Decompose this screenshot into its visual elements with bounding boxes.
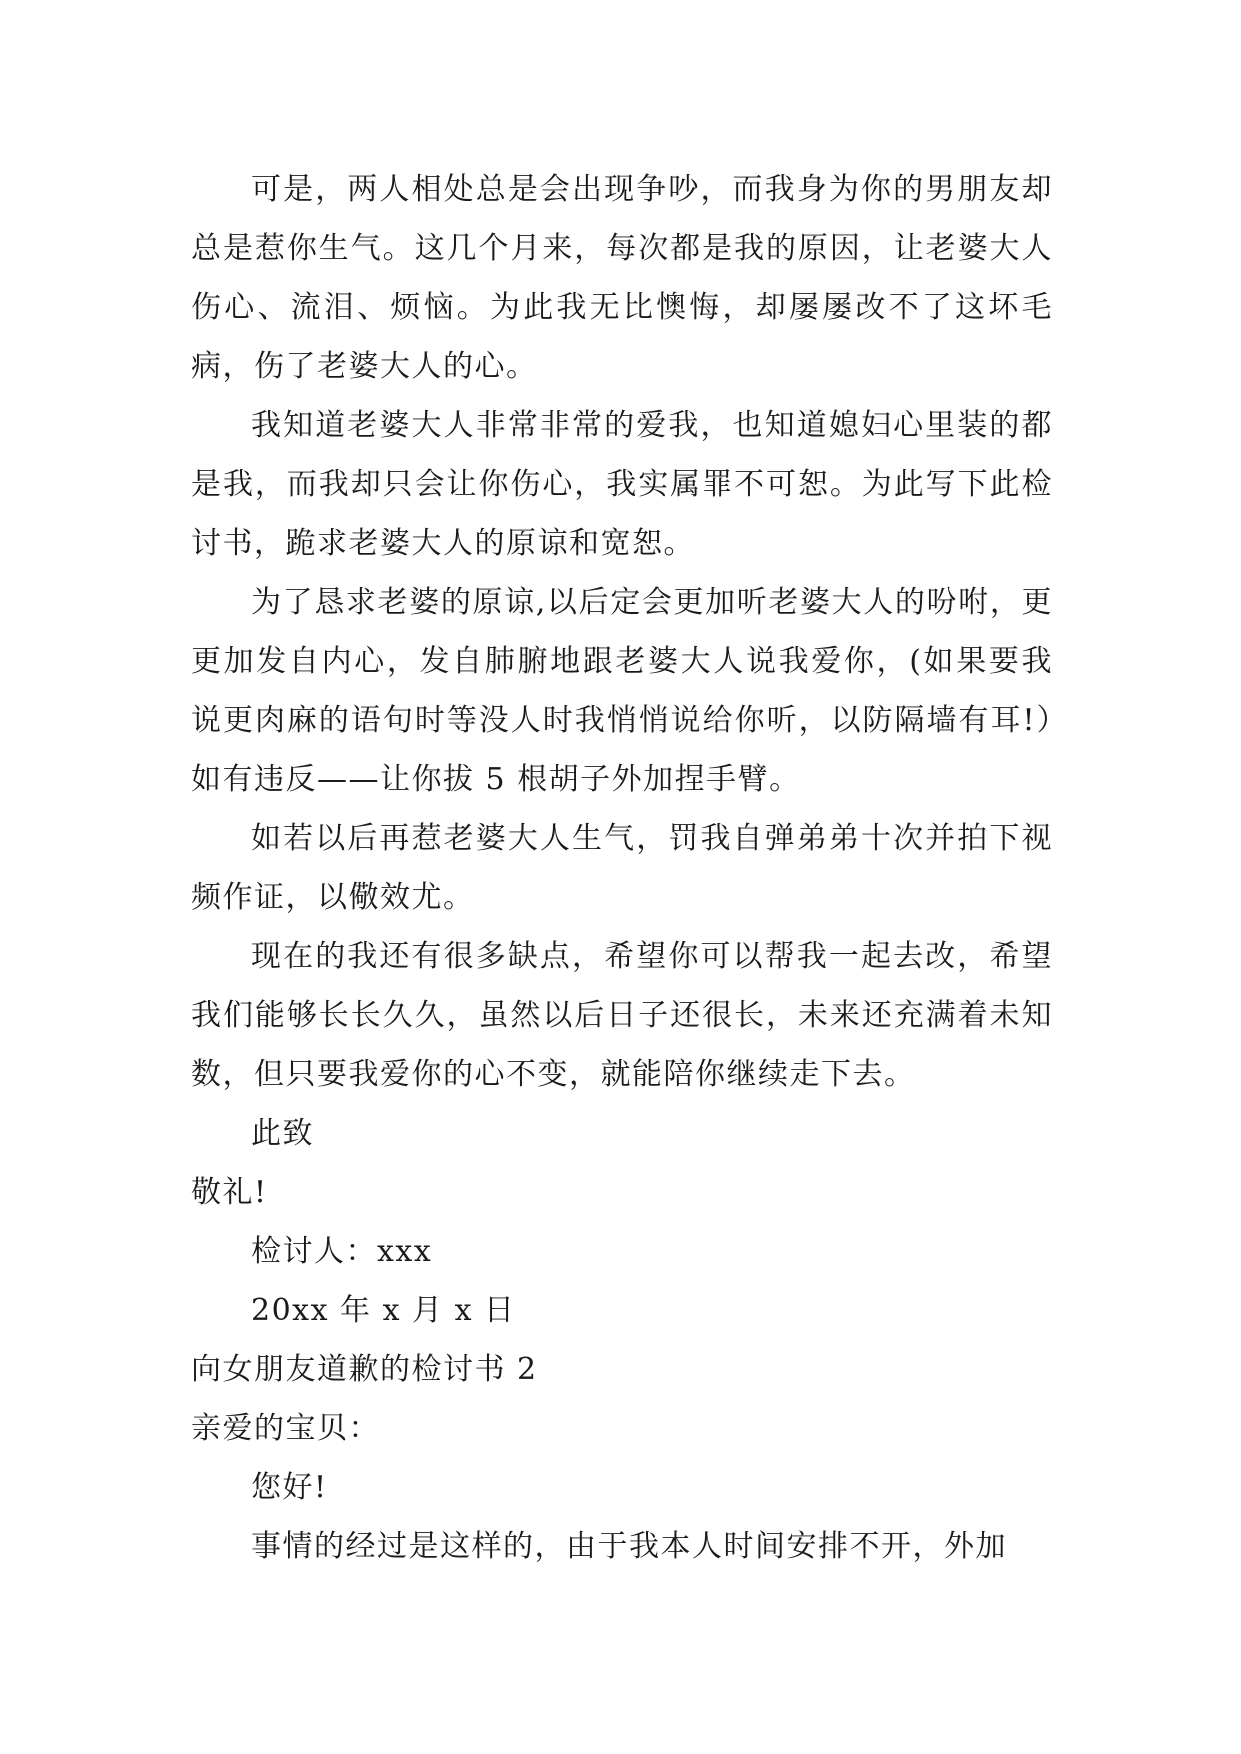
closing-text: 此致 — [251, 1116, 314, 1151]
hello-line: 您好! — [251, 1470, 328, 1505]
paragraph-3: 为了恳求老婆的原谅,以后定会更加听老婆大人的吩咐，更更加发自内心，发自肺腑地跟老婆大人说我爱你，(如果要我说更肉麻的语句时等没人时我悄悄说给你听，以防隔墙有耳!）如有违反——让你拔 5 根胡子外加捏手臂。 — [191, 585, 1053, 797]
paragraph-2: 我知道老婆大人非常非常的爱我，也知道媳妇心里装的都是我，而我却只会让你伤心，我实属罪不可恕。为此写下此检讨书，跪求老婆大人的原谅和宽恕。 — [191, 408, 1053, 561]
greeting-line: 亲爱的宝贝： — [191, 1411, 380, 1446]
salute-text: 敬礼! — [191, 1175, 268, 1210]
paragraph-6: 事情的经过是这样的，由于我本人时间安排不开，外加 — [251, 1529, 1007, 1564]
paragraph-4: 如若以后再惹老婆大人生气，罚我自弹弟弟十次并拍下视频作证，以儆效尤。 — [191, 821, 1053, 915]
date-line: 20xx 年 x 月 x 日 — [251, 1293, 516, 1328]
document-body — [191, 160, 1053, 1576]
section-title: 向女朋友道歉的检讨书 2 — [191, 1352, 538, 1387]
paragraph-5: 现在的我还有很多缺点，希望你可以帮我一起去改，希望我们能够长长久久，虽然以后日子还很长，未来还充满着未知数，但只要我爱你的心不变，就能陪你继续走下去。 — [191, 939, 1053, 1092]
paragraph-1: 可是，两人相处总是会出现争吵，而我身为你的男朋友却总是惹你生气。这几个月来，每次都是我的原因，让老婆大人伤心、流泪、烦恼。为此我无比懊悔，却屡屡改不了这坏毛病，伤了老婆大人的心。 — [191, 172, 1053, 384]
signer-line: 检讨人：xxx — [251, 1234, 433, 1269]
